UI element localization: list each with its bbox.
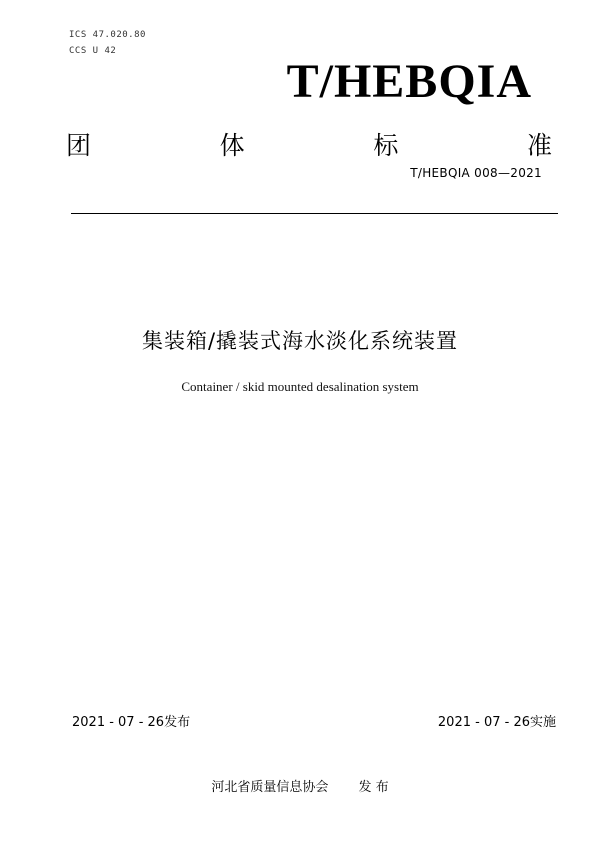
standard-type-char: 体 bbox=[219, 131, 245, 160]
standard-type-char: 标 bbox=[373, 131, 399, 160]
standard-type-char: 团 bbox=[66, 131, 92, 160]
implementation-date: 2021 - 07 - 26实施 bbox=[437, 715, 556, 730]
ccs-code: CCS U 42 bbox=[69, 46, 117, 56]
publisher-action: 发 布 bbox=[358, 780, 389, 795]
publisher-line bbox=[0, 776, 600, 795]
standard-number: T/HEBQIA 008—2021 bbox=[410, 166, 542, 180]
header-divider bbox=[71, 213, 558, 214]
ics-code: ICS 47.020.80 bbox=[69, 30, 146, 40]
standard-logo-text: T/HEBQIA bbox=[286, 55, 532, 108]
issue-date: 2021 - 07 - 26发布 bbox=[72, 715, 191, 730]
document-title-english: Container / skid mounted desalination system bbox=[181, 379, 419, 394]
standard-type-heading bbox=[66, 133, 552, 158]
publisher-name: 河北省质量信息协会 bbox=[211, 780, 329, 795]
document-title-chinese: 集装箱/撬装式海水淡化系统装置 bbox=[141, 329, 459, 353]
standard-type-char: 准 bbox=[526, 131, 552, 160]
